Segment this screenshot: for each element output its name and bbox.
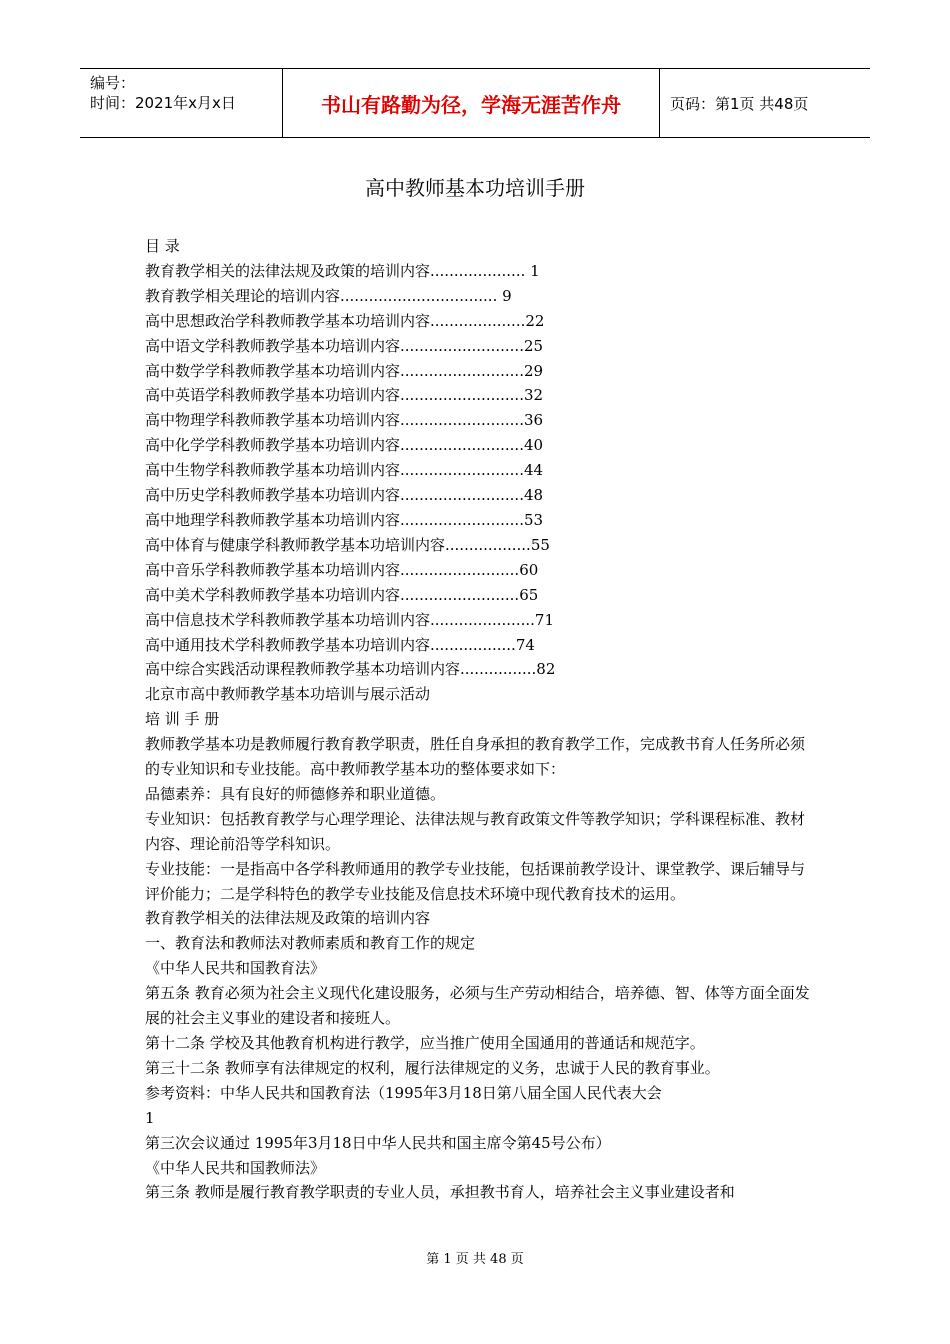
toc-entry[interactable]: 高中地理学科教师教学基本功培训内容..........................53 xyxy=(145,510,544,529)
toc-heading: 目 录 xyxy=(145,237,180,255)
law-title: 《中华人民共和国教育法》 xyxy=(145,959,326,978)
body-paragraph: 品德素养：具有良好的师德修养和职业道德。 xyxy=(145,784,446,803)
body-paragraph: 专业知识：包括教育教学与心理学理论、法律法规与教育政策文件等教学知识；学科课程标准、教材内容、理论前沿等学科知识。 xyxy=(145,809,806,853)
toc-entry[interactable]: 教育教学相关的法律法规及政策的培训内容.................... 1 xyxy=(145,261,540,280)
toc-entry[interactable]: 高中体育与健康学科教师教学基本功培训内容..................55 xyxy=(145,535,550,554)
toc-entry[interactable]: 高中思想政治学科教师教学基本功培训内容....................22 xyxy=(145,311,545,330)
document-date-label: 时间：2021年x月x日 xyxy=(90,94,236,112)
header-divider xyxy=(659,69,660,137)
toc-entry[interactable]: 高中音乐学科教师教学基本功培训内容.........................60 xyxy=(145,560,539,579)
toc-entry[interactable]: 高中语文学科教师教学基本功培训内容..........................25 xyxy=(145,336,544,355)
section-heading: 教育教学相关的法律法规及政策的培训内容 xyxy=(145,909,431,928)
law-article: 第三十二条 教师享有法律规定的权利，履行法律规定的义务，忠诚于人民的教育事业。 xyxy=(145,1058,720,1077)
section-heading: 北京市高中教师教学基本功培训与展示活动 xyxy=(145,685,431,704)
toc-entry[interactable]: 高中生物学科教师教学基本功培训内容..........................44 xyxy=(145,461,544,480)
page-header xyxy=(80,68,870,138)
section-subheading: 一、教育法和教师法对教师素质和教育工作的规定 xyxy=(145,934,476,953)
header-motto: 书山有路勤为径，学海无涯苦作舟 xyxy=(321,92,621,117)
law-article: 第十二条 学校及其他教育机构进行教学，应当推广使用全国通用的普通话和规范字。 xyxy=(145,1034,705,1052)
law-title: 《中华人民共和国教师法》 xyxy=(145,1158,326,1177)
toc-entry[interactable]: 高中通用技术学科教师教学基本功培训内容..................74 xyxy=(145,635,535,654)
toc-entry[interactable]: 高中物理学科教师教学基本功培训内容..........................36 xyxy=(145,411,544,430)
document-title: 高中教师基本功培训手册 xyxy=(365,176,585,200)
toc-entry[interactable]: 高中历史学科教师教学基本功培训内容..........................48 xyxy=(145,486,544,505)
inline-page-number: 1 xyxy=(145,1108,155,1127)
body-paragraph: 专业技能：一是指高中各学科教师通用的教学专业技能，包括课前教学设计、课堂教学、课后辅导与评价能力；二是学科特色的教学专业技能及信息技术环境中现代教育技术的运用。 xyxy=(145,859,806,903)
header-page-info: 页码：第1页 共48页 xyxy=(670,94,809,113)
header-meta xyxy=(90,73,280,113)
page-footer: 第 1 页 共 48 页 xyxy=(426,1252,524,1267)
document-number-label: 编号： xyxy=(90,74,136,92)
toc-entry[interactable]: 高中英语学科教师教学基本功培训内容..........................32 xyxy=(145,386,544,405)
reference-note: 参考资料：中华人民共和国教育法（1995年3月18日第八届全国人民代表大会 xyxy=(145,1083,662,1102)
toc-entry[interactable]: 高中信息技术学科教师教学基本功培训内容......................71 xyxy=(145,610,554,629)
toc-entry[interactable]: 高中美术学科教师教学基本功培训内容.........................65 xyxy=(145,585,539,604)
toc-entry[interactable]: 高中综合实践活动课程教师教学基本功培训内容................82 xyxy=(145,660,556,679)
toc-entry[interactable]: 高中化学学科教师教学基本功培训内容..........................40 xyxy=(145,436,544,455)
document-body xyxy=(145,234,813,1205)
law-article: 第三条 教师是履行教育教学职责的专业人员，承担教书育人，培养社会主义事业建设者和 xyxy=(145,1183,735,1202)
toc-entry[interactable]: 高中数学学科教师教学基本功培训内容..........................29 xyxy=(145,361,544,380)
body-paragraph: 教师教学基本功是教师履行教育教学职责，胜任自身承担的教育教学工作，完成教书育人任务所必须的专业知识和专业技能。高中教师教学基本功的整体要求如下： xyxy=(145,735,806,779)
law-article: 第五条 教育必须为社会主义现代化建设服务，必须与生产劳动相结合，培养德、智、体等方面全面发展的社会主义事业的建设者和接班人。 xyxy=(145,984,810,1028)
reference-note: 第三次会议通过 1995年3月18日中华人民共和国主席令第45号公布） xyxy=(145,1133,611,1152)
toc-entry[interactable]: 教育教学相关理论的培训内容................................. 9 xyxy=(145,286,512,305)
section-subheading: 培 训 手 册 xyxy=(145,710,220,729)
